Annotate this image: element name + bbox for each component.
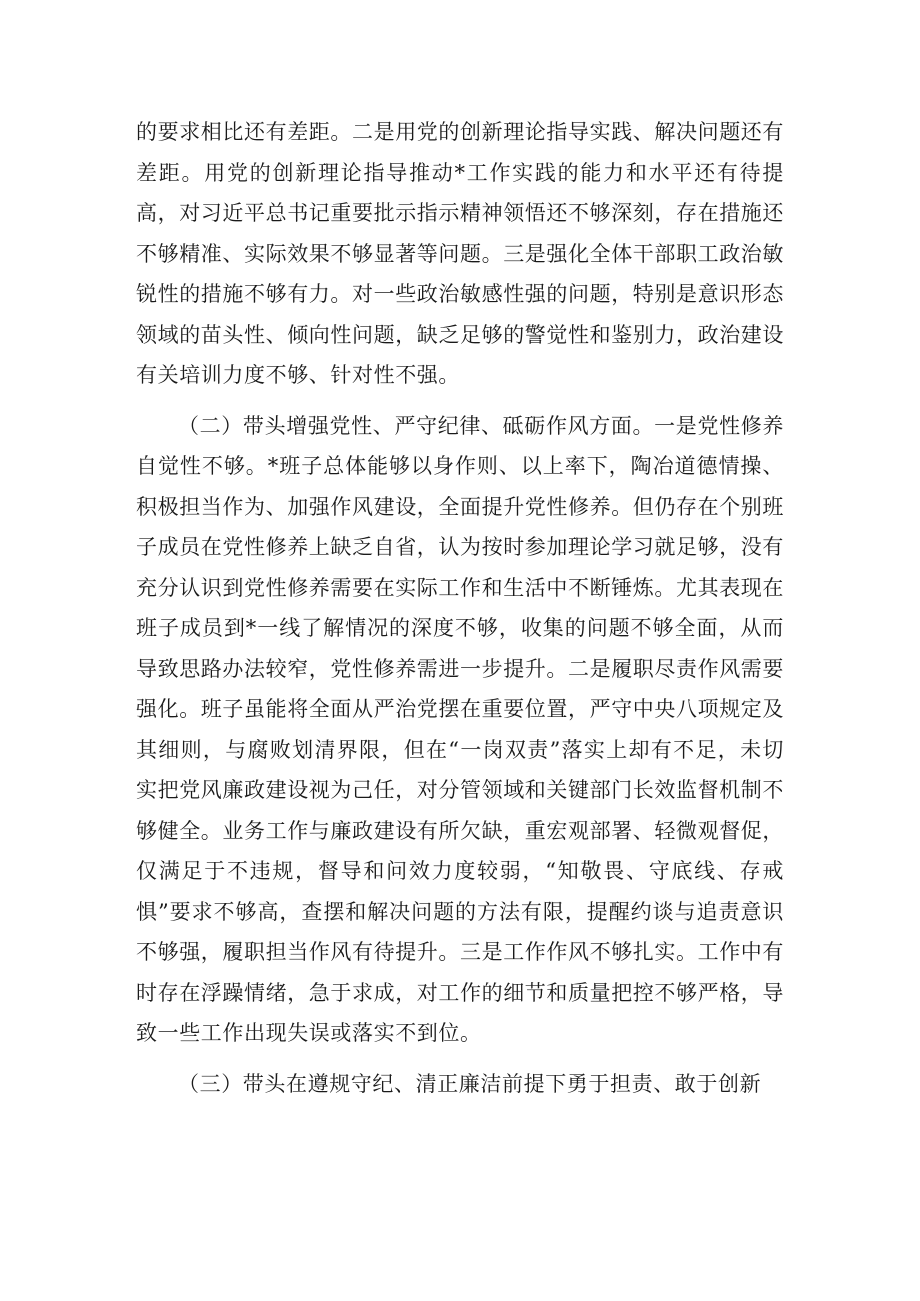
paragraph-continuation: 的要求相比还有差距。二是用党的创新理论指导实践、解决问题还有差距。用党的创新理论指导推动*工作实践的能力和水平还有待提高，对习近平总书记重要批示指示精神领悟还不够深刻，存在措施还不够精准、实际效果不够显著等问题。三是强化全体干部职工政治敏锐性的措施不够有力。对一些政治敏感性强的问题，特别是意识形态领域的苗头性、倾向性问题，缺乏足够的警觉性和鉴别力，政治建设有关培训力度不够、针对性不强。 (136, 120, 784, 387)
document-body (136, 112, 784, 1114)
paragraph-section-two: （二）带头增强党性、严守纪律、砥砺作风方面。一是党性修养自觉性不够。*班子总体能够以身作则、以上率下，陶冶道德情操、积极担当作为、加强作风建设，全面提升党性修养。但仍存在个别班子成员在党性修养上缺乏自省，认为按时参加理论学习就足够，没有充分认识到党性修养需要在实际工作和生活中不断锤炼。尤其表现在班子成员到*一线了解情况的深度不够，收集的问题不够全面，从而导致思路办法较窄，党性修养需进一步提升。二是履职尽责作风需要强化。班子虽能将全面从严治党摆在重要位置，严守中央八项规定及其细则，与腐败划清界限，但在“一岗双责”落实上却有不足，未切实把党风廉政建设视为己任，对分管领域和关键部门长效监督机制不够健全。业务工作与廉政建设有所欠缺，重宏观部署、轻微观督促，仅满足于不违规，督导和问效力度较弱，“知敬畏、守底线、存戒惧”要求不够高，查摆和解决问题的方法有限，提醒约谈与追责意识不够强，履职担当作风有待提升。三是工作作风不够扎实。工作中有时存在浮躁情绪，急于求成，对工作的细节和质量把控不够严格，导致一些工作出现失误或落实不到位。 (136, 413, 784, 1045)
paragraph-section-three-heading: （三）带头在遵规守纪、清正廉洁前提下勇于担责、敢于创新 (178, 1071, 762, 1096)
